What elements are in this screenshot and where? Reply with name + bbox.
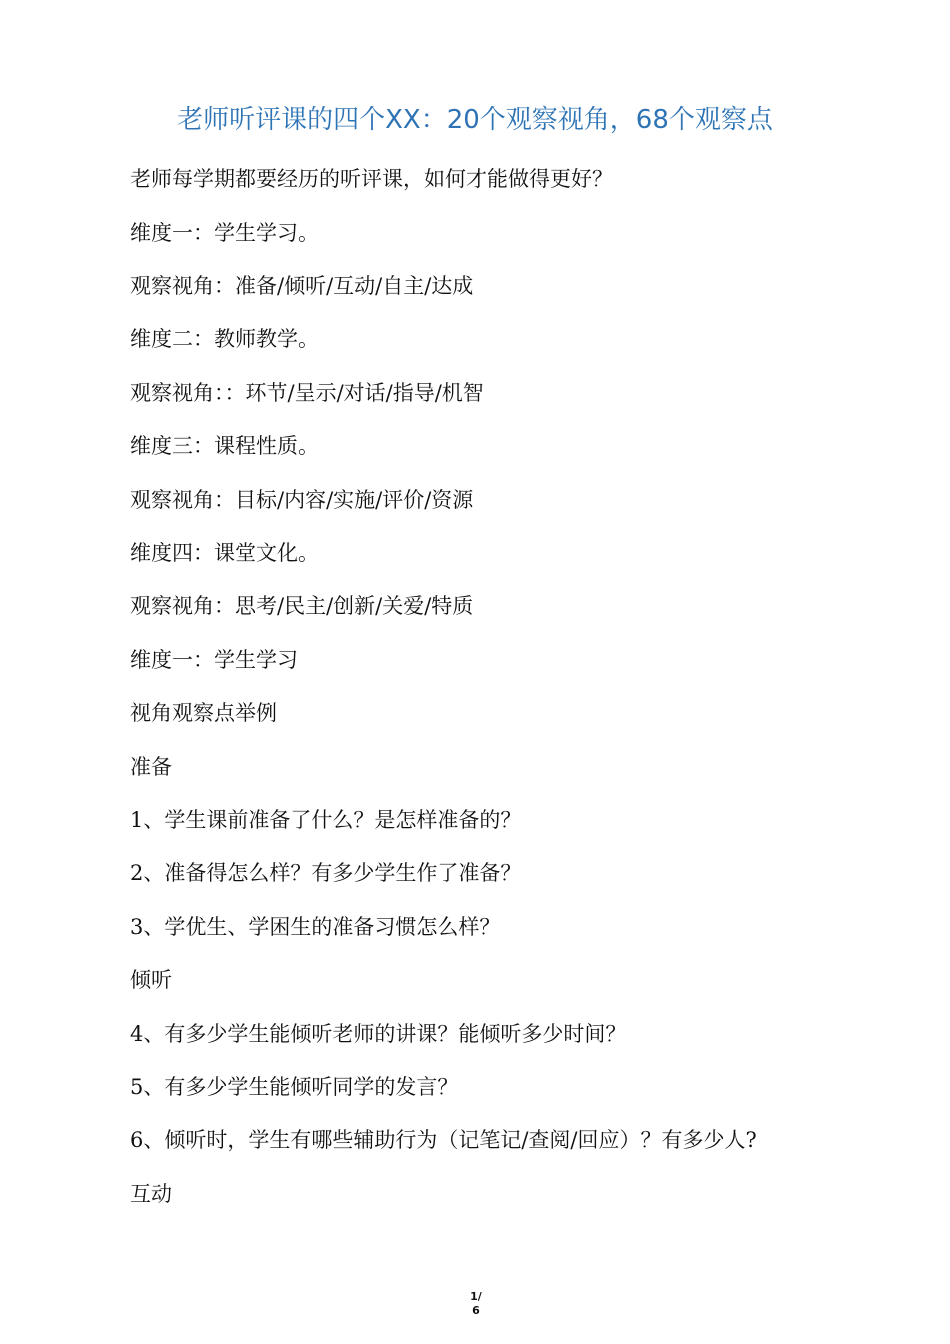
- dimension-2-heading: 维度二：教师教学。: [130, 327, 319, 351]
- perspective-heading-preparation: 准备: [130, 755, 172, 779]
- perspective-heading-listening: 倾听: [130, 968, 172, 992]
- observation-point: 3、学优生、学困生的准备习惯怎么样？: [130, 915, 501, 939]
- observation-point: 5、有多少学生能倾听同学的发言？: [130, 1075, 459, 1099]
- dimension-4-perspectives: 观察视角：思考/民主/创新/关爱/特质: [130, 594, 474, 618]
- dimension-3-perspectives: 观察视角：目标/内容/实施/评价/资源: [130, 488, 474, 512]
- document-title: 老师听评课的四个XX：20个观察视角，68个观察点: [177, 105, 773, 135]
- perspective-heading-interaction: 互动: [130, 1182, 172, 1206]
- intro-line: 老师每学期都要经历的听评课，如何才能做得更好？: [130, 167, 613, 191]
- dimension-1-perspectives: 观察视角：准备/倾听/互动/自主/达成: [130, 274, 474, 298]
- observation-point: 4、有多少学生能倾听老师的讲课？能倾听多少时间？: [130, 1022, 627, 1046]
- dimension-4-heading: 维度四：课堂文化。: [130, 541, 319, 565]
- page-number: [464, 1290, 488, 1318]
- observation-point: 2、准备得怎么样？有多少学生作了准备？: [130, 861, 522, 885]
- dimension-3-heading: 维度三：课程性质。: [130, 434, 319, 458]
- subsection-heading: 视角观察点举例: [130, 701, 277, 725]
- dimension-2-perspectives: 观察视角：：环节/呈示/对话/指导/机智: [130, 381, 484, 405]
- section-heading: 维度一：学生学习: [130, 648, 298, 672]
- page-number-total: 6: [472, 1304, 480, 1317]
- observation-point: 1、学生课前准备了什么？是怎样准备的？: [130, 808, 522, 832]
- dimension-1-heading: 维度一：学生学习。: [130, 221, 319, 245]
- observation-point: 6、倾听时，学生有哪些辅助行为（记笔记/查阅/回应）？有多少人?: [130, 1128, 757, 1152]
- page-number-current: 1/: [470, 1290, 482, 1303]
